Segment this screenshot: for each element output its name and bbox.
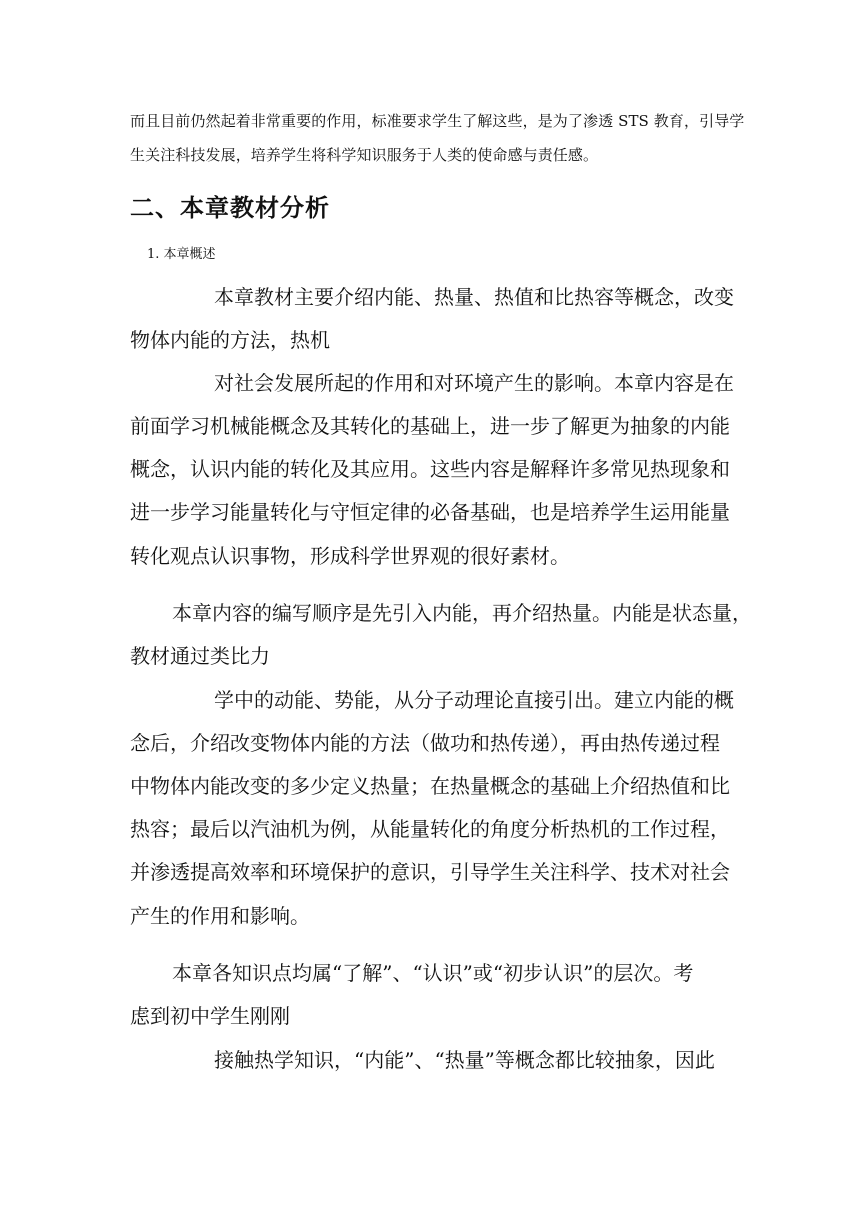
section-heading: 二、本章教材分析 xyxy=(130,194,330,222)
body-line-8: 本章内容的编写顺序是先引入内能，再介绍热量。内能是状态量， xyxy=(172,601,752,625)
body-line-5: 概念，认识内能的转化及其应用。这些内容是解释许多常见热现象和 xyxy=(130,457,730,481)
body-line-14: 并渗透提高效率和环境保护的意识，引导学生关注科学、技术对社会 xyxy=(130,860,730,884)
intro-line-1: 而且目前仍然起着非常重要的作用，标准要求学生了解这些，是为了渗透 STS 教育，引导学 xyxy=(130,112,745,130)
body-line-13: 热容；最后以汽油机为例，从能量转化的角度分析热机的工作过程， xyxy=(130,817,730,841)
intro-line-2: 生关注科技发展，培养学生将科学知识服务于人类的使命感与责任感。 xyxy=(130,146,599,164)
body-line-9: 教材通过类比力 xyxy=(130,644,270,668)
body-line-10: 学中的动能、势能，从分子动理论直接引出。建立内能的概 xyxy=(214,688,734,712)
body-line-17: 虑到初中学生刚刚 xyxy=(130,1004,290,1028)
body-line-18: 接触热学知识，“内能”、“热量”等概念都比较抽象，因此 xyxy=(214,1048,715,1072)
subsection-heading: 1. 本章概述 xyxy=(147,247,216,262)
body-line-6: 进一步学习能量转化与守恒定律的必备基础，也是培养学生运用能量 xyxy=(130,500,730,524)
body-line-7: 转化观点认识事物，形成科学世界观的很好素材。 xyxy=(130,544,570,568)
body-line-4: 前面学习机械能概念及其转化的基础上，进一步了解更为抽象的内能 xyxy=(130,414,730,438)
body-line-1: 本章教材主要介绍内能、热量、热值和比热容等概念，改变 xyxy=(214,285,734,309)
body-line-15: 产生的作用和影响。 xyxy=(130,904,310,928)
body-line-12: 中物体内能改变的多少定义热量；在热量概念的基础上介绍热值和比 xyxy=(130,774,730,798)
body-line-11: 念后，介绍改变物体内能的方法（做功和热传递），再由热传递过程 xyxy=(130,731,720,755)
body-line-3: 对社会发展所起的作用和对环境产生的影响。本章内容是在 xyxy=(214,371,734,395)
body-line-16: 本章各知识点均属“了解”、“认识”或“初步认识”的层次。考 xyxy=(172,961,694,985)
body-line-2: 物体内能的方法，热机 xyxy=(130,328,330,352)
